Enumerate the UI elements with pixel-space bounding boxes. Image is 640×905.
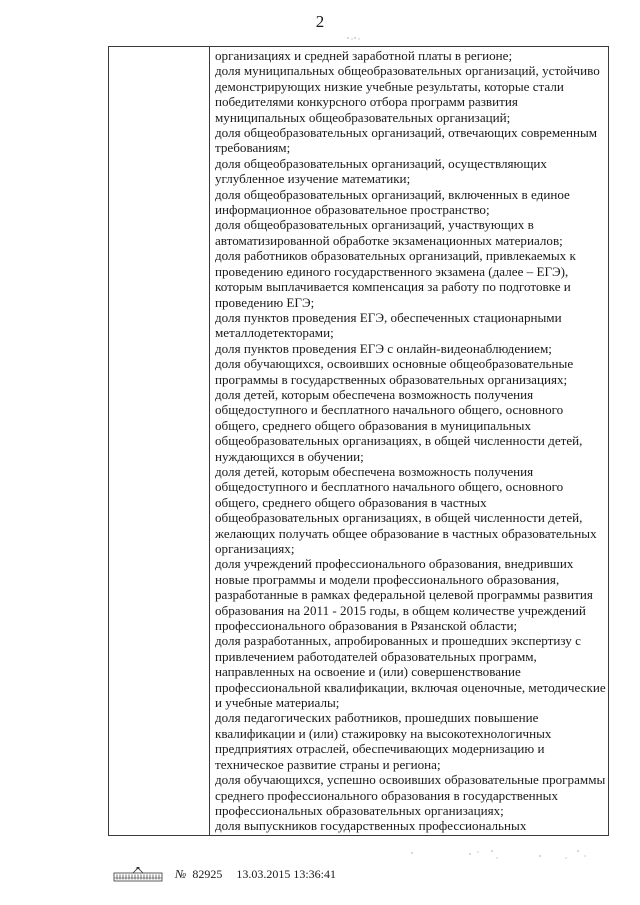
indicator-line: доля выпускников государственных профессиональных	[215, 818, 527, 834]
indicator-line: доля разработанных, апробированных и прошедших экспертизу с	[215, 633, 581, 649]
number-sign: №	[175, 867, 187, 881]
indicator-line: доля педагогических работников, прошедших повышение	[215, 710, 539, 726]
indicator-line: доля общеобразовательных организаций, осуществляющих	[215, 155, 547, 171]
indicator-line: новые программы и модели профессионального образования,	[215, 571, 560, 587]
government-building-stamp-icon	[113, 866, 163, 882]
indicator-line: общеобразовательных организациях, в общей численности детей,	[215, 510, 583, 526]
document-number: 82925	[192, 867, 223, 881]
indicator-line: общего, среднего общего образования в муниципальных	[215, 417, 532, 433]
indicator-line: углубленное изучение математики;	[215, 171, 411, 187]
indicator-line: направленных на освоение и (или) совершенствование	[215, 664, 521, 680]
indicator-line: желающих получать общее образование в частных образовательных	[215, 525, 597, 541]
indicator-line: образования на 2011 - 2015 годы, в общем количестве учреждений	[215, 602, 586, 618]
indicator-line: информационное образовательное пространство;	[215, 202, 490, 218]
indicator-line: доля учреждений профессионального образования, внедривших	[215, 556, 574, 572]
document-registration-line	[175, 866, 336, 882]
indicator-line: доля обучающихся, освоивших основные общеобразовательные	[215, 356, 574, 372]
indicator-line: победителями конкурсного отбора программ развития	[215, 94, 518, 110]
indicator-line: программы в государственных образовательных организациях;	[215, 371, 568, 387]
indicator-line: доля муниципальных общеобразовательных организаций, устойчиво	[215, 63, 600, 79]
indicator-line: доля общеобразовательных организаций, включенных в единое	[215, 186, 570, 202]
indicator-line: доля обучающихся, успешно освоивших образовательные программы	[215, 772, 606, 788]
indicator-line: автоматизированной обработке экзаменационных материалов;	[215, 232, 563, 248]
indicator-line: доля общеобразовательных организаций, участвующих в	[215, 217, 534, 233]
indicator-line: среднего профессионального образования в государственных	[215, 787, 559, 803]
indicator-line: квалификации и (или) стажировку на высокотехнологичных	[215, 725, 552, 741]
document-date: 13.03.2015	[236, 867, 291, 881]
indicator-line: металлодетекторами;	[215, 325, 334, 341]
column-divider	[209, 46, 210, 836]
indicator-line: техническое развитие страны и региона;	[215, 756, 441, 772]
indicator-line: проведению единого государственного экзамена (далее – ЕГЭ),	[215, 263, 569, 279]
indicator-line: доля пунктов проведения ЕГЭ с онлайн-видеонаблюдением;	[215, 340, 552, 356]
indicator-line: демонстрирующих низкие учебные результаты, которые стали	[215, 78, 564, 94]
indicator-line: доля детей, которым обеспечена возможность получения	[215, 386, 534, 402]
indicator-line: доля общеобразовательных организаций, отвечающих современным	[215, 125, 598, 141]
indicator-line: общедоступного и бесплатного начального общего, основного	[215, 479, 564, 495]
indicator-line: привлечением работодателей образовательных программ,	[215, 648, 537, 664]
indicator-line: профессионального образования в Рязанской области;	[215, 618, 518, 634]
indicator-line: которым выплачивается компенсация за работу по подготовке и	[215, 279, 571, 295]
indicator-line: требованиям;	[215, 140, 291, 156]
indicator-line: доля работников образовательных организаций, привлекаемых к	[215, 248, 576, 264]
indicator-line: организациях и средней заработной платы в регионе;	[215, 48, 513, 63]
indicator-line: муниципальных общеобразовательных организаций;	[215, 109, 511, 125]
indicator-line: организациях;	[215, 541, 295, 556]
indicator-line: доля пунктов проведения ЕГЭ, обеспеченных стационарными	[215, 309, 562, 325]
indicator-line: предприятиях отраслей, обеспечивающих модернизацию и	[215, 741, 545, 757]
indicator-list	[215, 48, 607, 834]
indicator-line: профессиональной квалификации, включая оценочные, методические	[215, 679, 606, 695]
indicator-line: профессиональных образовательных организациях;	[215, 802, 504, 818]
indicator-line: общеобразовательных организациях, в общей численности детей,	[215, 433, 583, 449]
page-number: 2	[315, 12, 325, 31]
document-time: 13:36:41	[293, 867, 336, 881]
indicator-line: общедоступного и бесплатного начального общего, основного	[215, 402, 564, 418]
indicator-line: разработанные в рамках федеральной целевой программы развития	[215, 587, 593, 603]
indicator-line: проведению ЕГЭ;	[215, 294, 315, 310]
indicator-line: нуждающихся в обучении;	[215, 448, 364, 464]
indicator-line: и учебные материалы;	[215, 695, 340, 711]
indicator-line: общего, среднего общего образования в частных	[215, 494, 487, 510]
indicator-line: доля детей, которым обеспечена возможность получения	[215, 463, 534, 479]
